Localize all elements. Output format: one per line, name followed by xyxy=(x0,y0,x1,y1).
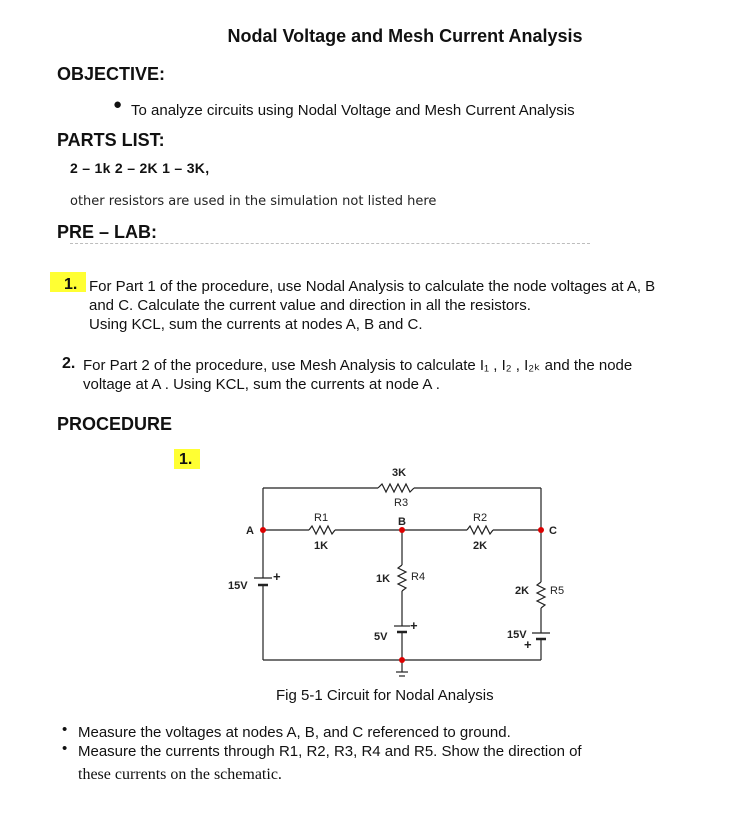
parts-list-heading: PARTS LIST: xyxy=(57,130,165,150)
objective-text: To analyze circuits using Nodal Voltage and Mesh Current Analysis xyxy=(131,102,575,119)
node-a-label: A xyxy=(246,525,254,537)
procedure-bullet-2-continuation: these currents on the schematic. xyxy=(78,766,282,783)
node-a-dot xyxy=(260,527,266,533)
r5-name-label: R5 xyxy=(550,585,565,597)
v2-plus-sign: + xyxy=(410,618,418,633)
r4-resistor xyxy=(398,565,406,591)
node-b-label: B xyxy=(398,516,406,528)
prelab-heading: PRE – LAB: xyxy=(57,222,158,242)
prelab-item2-line1: For Part 2 of the procedure, use Mesh Analysis to calculate I₁ , I₂ , I₂ₖ and the node xyxy=(83,357,633,374)
r5-value-label: 2K xyxy=(515,585,530,597)
ground-node-dot xyxy=(399,657,405,663)
v3-label: 15V xyxy=(507,629,527,641)
procedure-bullet-1: Measure the voltages at nodes A, B, and C referenced to ground. xyxy=(78,724,511,741)
v1-label: 15V xyxy=(228,580,248,592)
v2-label: 5V xyxy=(374,631,388,643)
r1-name-label: R1 xyxy=(314,512,329,524)
prelab-item2-line2: voltage at A . Using KCL, sum the currents at node A . xyxy=(83,376,440,393)
parts-list-note: other resistors are used in the simulation not listed here xyxy=(70,194,437,209)
r2-resistor xyxy=(467,526,493,534)
procedure-heading: PROCEDURE xyxy=(57,414,173,434)
prelab-item1-line1: For Part 1 of the procedure, use Nodal Analysis to calculate the node voltages at A, B xyxy=(89,278,656,295)
objective-heading: OBJECTIVE: xyxy=(57,64,166,84)
procedure-part-label: 1. xyxy=(179,451,193,468)
r5-resistor xyxy=(537,582,545,608)
prelab-item1-line2: and C. Calculate the current value and direction in all the resistors. xyxy=(89,297,531,314)
r3-value-label: 3K xyxy=(392,467,407,479)
v1-plus-sign: + xyxy=(273,569,281,584)
r2-value-label: 2K xyxy=(473,540,488,552)
r1-value-label: 1K xyxy=(314,540,329,552)
node-c-dot xyxy=(538,527,544,533)
r3-resistor xyxy=(378,484,414,492)
prelab-item1-number: 1. xyxy=(64,276,78,293)
r4-value-label: 1K xyxy=(376,573,391,585)
document-title: Nodal Voltage and Mesh Current Analysis xyxy=(227,26,583,46)
parts-list-items: 2 – 1k 2 – 2K 1 – 3K, xyxy=(70,160,210,176)
r2-name-label: R2 xyxy=(473,512,488,524)
procedure-bullet-2: Measure the currents through R1, R2, R3, R4 and R5. Show the direction of xyxy=(78,743,582,760)
node-c-label: C xyxy=(549,525,557,537)
figure-caption: Fig 5-1 Circuit for Nodal Analysis xyxy=(276,687,494,704)
bullet-icon: • xyxy=(62,740,68,757)
bullet-icon: • xyxy=(62,721,68,738)
prelab-item1-line3: Using KCL, sum the currents at nodes A, B and C. xyxy=(89,316,423,333)
r4-name-label: R4 xyxy=(411,571,426,583)
r3-name-label: R3 xyxy=(394,497,409,509)
r1-resistor xyxy=(309,526,335,534)
bullet-icon: ● xyxy=(113,96,123,113)
v3-plus-sign: + xyxy=(524,637,532,652)
prelab-item2-number: 2. xyxy=(62,355,76,372)
